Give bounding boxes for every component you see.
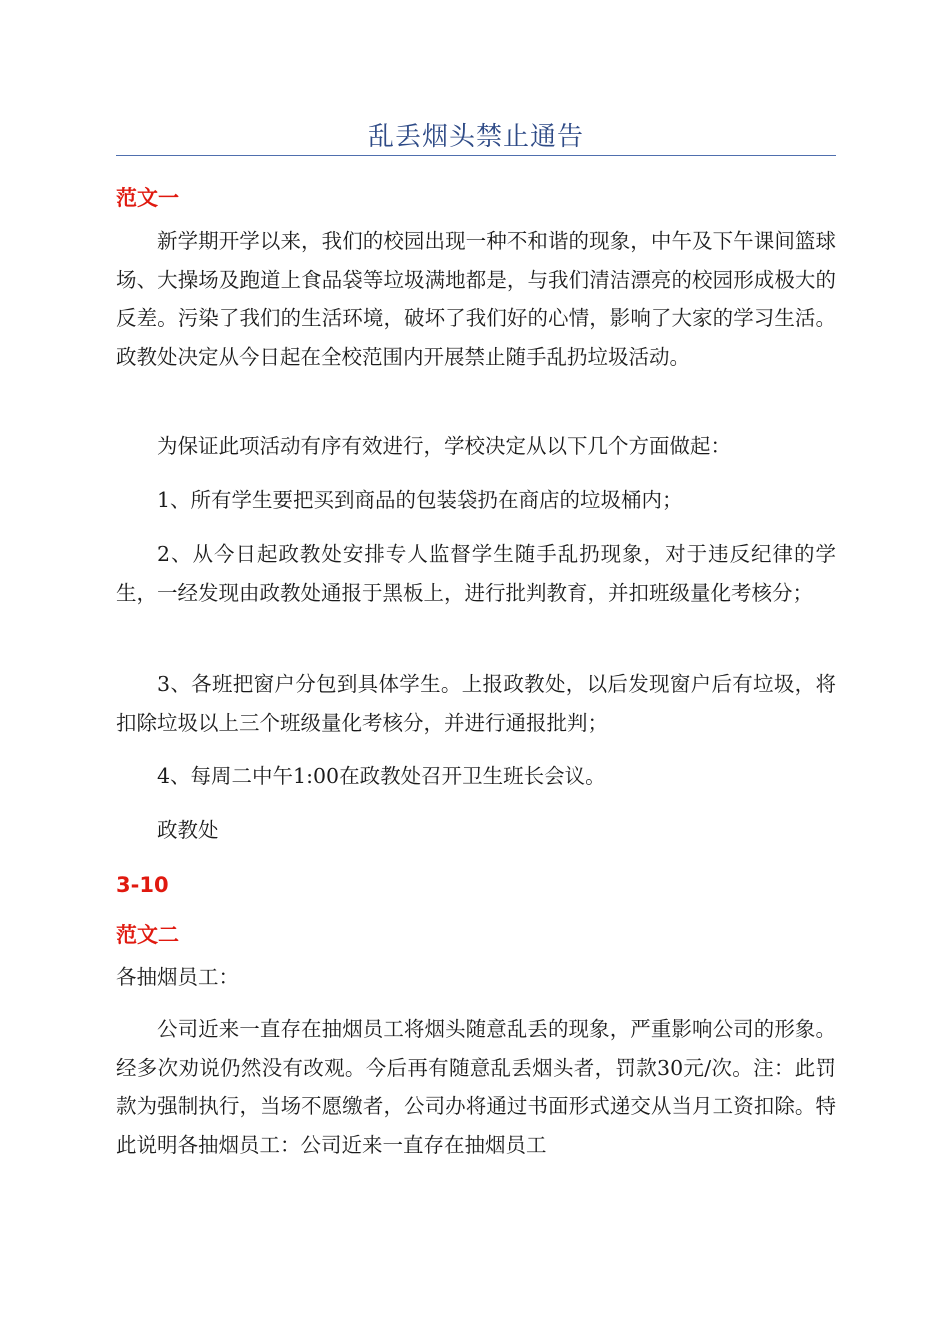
document-title: 乱丢烟头禁止通告	[367, 122, 584, 152]
section2-salutation: 各抽烟员工：	[116, 965, 239, 989]
section1-heading: 范文一	[116, 186, 179, 210]
section1-item-4: 4、每周二中午1:00在政教处召开卫生班长会议。	[157, 764, 606, 788]
section2-paragraph: 公司近来一直存在抽烟员工将烟头随意乱丢的现象，严重影响公司的形象。经多次劝说仍然没有改观。今后再有随意乱丢烟头者，罚款30元/次。注：此罚款为强制执行，当场不愿缴者，公司办将通过书面形式递交从当月工资扣除。特此说明各抽烟员工：公司近来一直存在抽烟员工	[116, 1017, 836, 1157]
section1-signature: 政教处	[157, 818, 219, 842]
section1-date: 3-10	[116, 873, 169, 897]
section1-item-3: 3、各班把窗户分包到具体学生。上报政教处，以后发现窗户后有垃圾，将扣除垃圾以上三个班级量化考核分，并进行通报批判；	[116, 672, 836, 735]
section1-paragraph-preface: 为保证此项活动有序有效进行，学校决定从以下几个方面做起：	[157, 434, 731, 458]
section1-paragraph-intro: 新学期开学以来，我们的校园出现一种不和谐的现象，中午及下午课间篮球场、大操场及跑道上食品袋等垃圾满地都是，与我们清洁漂亮的校园形成极大的反差。污染了我们的生活环境，破坏了我们好的心情，影响了大家的学习生活。政教处决定从今日起在全校范围内开展禁止随手乱扔垃圾活动。	[116, 229, 836, 369]
section1-item-2: 2、从今日起政教处安排专人监督学生随手乱扔现象，对于违反纪律的学生，一经发现由政教处通报于黑板上，进行批判教育，并扣班级量化考核分；	[116, 542, 836, 605]
title-divider	[116, 155, 836, 156]
section1-item-1: 1、所有学生要把买到商品的包装袋扔在商店的垃圾桶内；	[157, 488, 683, 512]
section2-heading: 范文二	[116, 923, 179, 947]
